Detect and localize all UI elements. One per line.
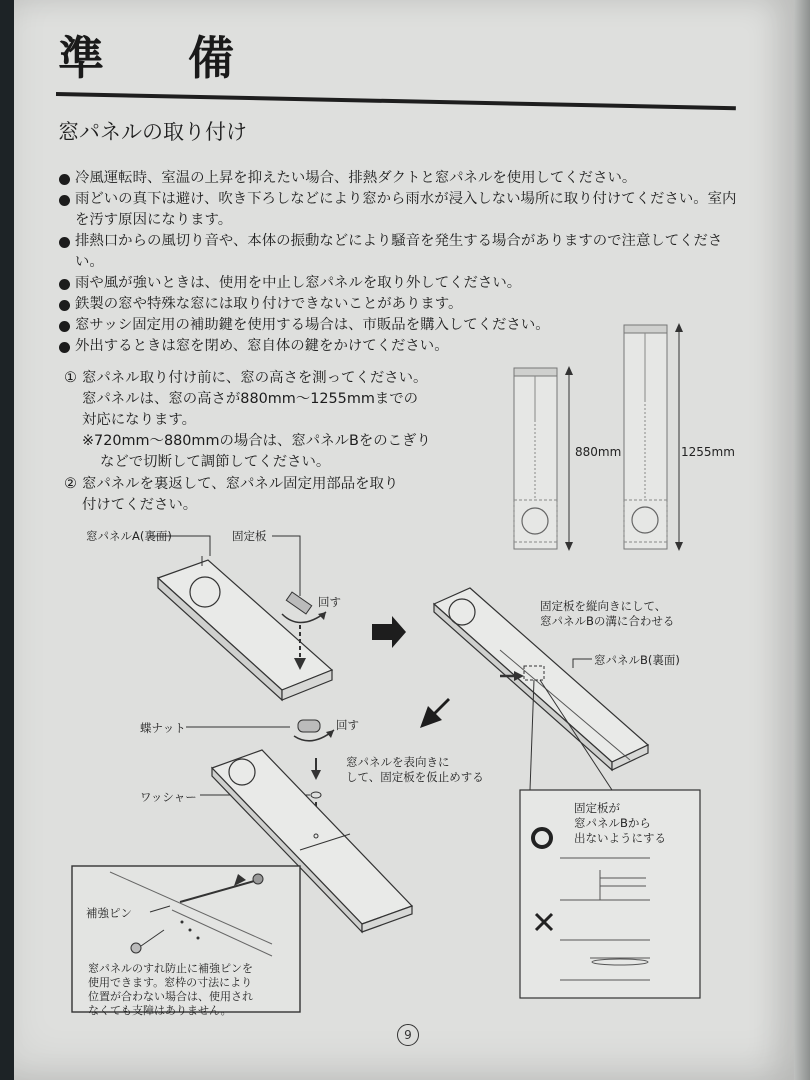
wing-nut-label: 蝶ナット <box>140 721 186 735</box>
caution-item: 外出するときは窓を閉め、窓自体の鍵をかけてください。 <box>58 336 748 357</box>
turn-label: 回す <box>336 718 359 732</box>
check-note: 出ないようにする <box>574 831 666 845</box>
step-note: などで切断して調節してください。 <box>100 454 331 470</box>
caution-item: 排熱口からの風切り音や、本体の振動などにより騒音を発生する場合がありますので注意してください。 <box>58 231 748 273</box>
caution-item: 雨どいの真下は避け、吹き下ろしなどにより窓から雨水が浸入しない場所に取り付けてください。室内を汚す原因になります。 <box>58 189 748 231</box>
step-note: ※720mm〜880mmの場合は、窓パネルBをのこぎり <box>82 433 431 449</box>
face-up-note: 窓パネルを表向きに <box>346 755 450 769</box>
caution-item: 冷風運転時、室温の上昇を抑えたい場合、排熱ダクトと窓パネルを使用してください。 <box>58 168 748 189</box>
pin-note: 使用できます。窓枠の寸法により <box>88 976 253 989</box>
step-number: ② <box>64 476 77 492</box>
page-number: 9 <box>397 1024 419 1046</box>
step-text: 窓パネル取り付け前に、窓の高さを測ってください。 <box>82 370 428 386</box>
height-min-label: 880mm <box>575 445 622 459</box>
face-up-note: して、固定板を仮止めする <box>346 770 484 784</box>
check-note: 窓パネルBから <box>574 816 651 830</box>
pin-label: 補強ピン <box>86 906 132 920</box>
step-text: 付けてください。 <box>82 497 198 513</box>
washer-label: ワッシャー <box>140 790 197 804</box>
fixing-plate-label: 固定板 <box>232 529 267 543</box>
section-title: 窓パネルの取り付け <box>58 120 247 144</box>
page-title: 準 備 <box>58 31 269 85</box>
caution-item: 雨や風が強いときは、使用を中止し窓パネルを取り外してください。 <box>58 273 748 294</box>
turn-label: 回す <box>318 595 341 609</box>
step-text: 窓パネルは、窓の高さが880mm〜1255mmまでの <box>82 391 419 407</box>
align-note: 固定板を縦向きにして、 <box>540 599 667 613</box>
pin-note: 位置が合わない場合は、使用され <box>88 990 253 1003</box>
step-number: ① <box>64 370 77 386</box>
check-note: 固定板が <box>574 801 620 815</box>
pin-note: 窓パネルのすれ防止に補強ピンを <box>88 962 253 975</box>
step-text: 対応になります。 <box>82 412 196 428</box>
height-max-label: 1255mm <box>681 445 735 459</box>
step-text: 窓パネルを裏返して、窓パネル固定用部品を取り <box>82 476 399 492</box>
panel-a-label: 窓パネルA(裏面) <box>86 529 172 543</box>
pin-note: なくても支障はありません。 <box>88 1004 232 1017</box>
panel-b-label: 窓パネルB(裏面) <box>594 653 680 667</box>
align-note: 窓パネルBの溝に合わせる <box>540 614 675 628</box>
caution-item: 鉄製の窓や特殊な窓には取り付けできないことがあります。 <box>58 294 748 315</box>
caution-item: 窓サッシ固定用の補助鍵を使用する場合は、市販品を購入してください。 <box>58 315 748 336</box>
